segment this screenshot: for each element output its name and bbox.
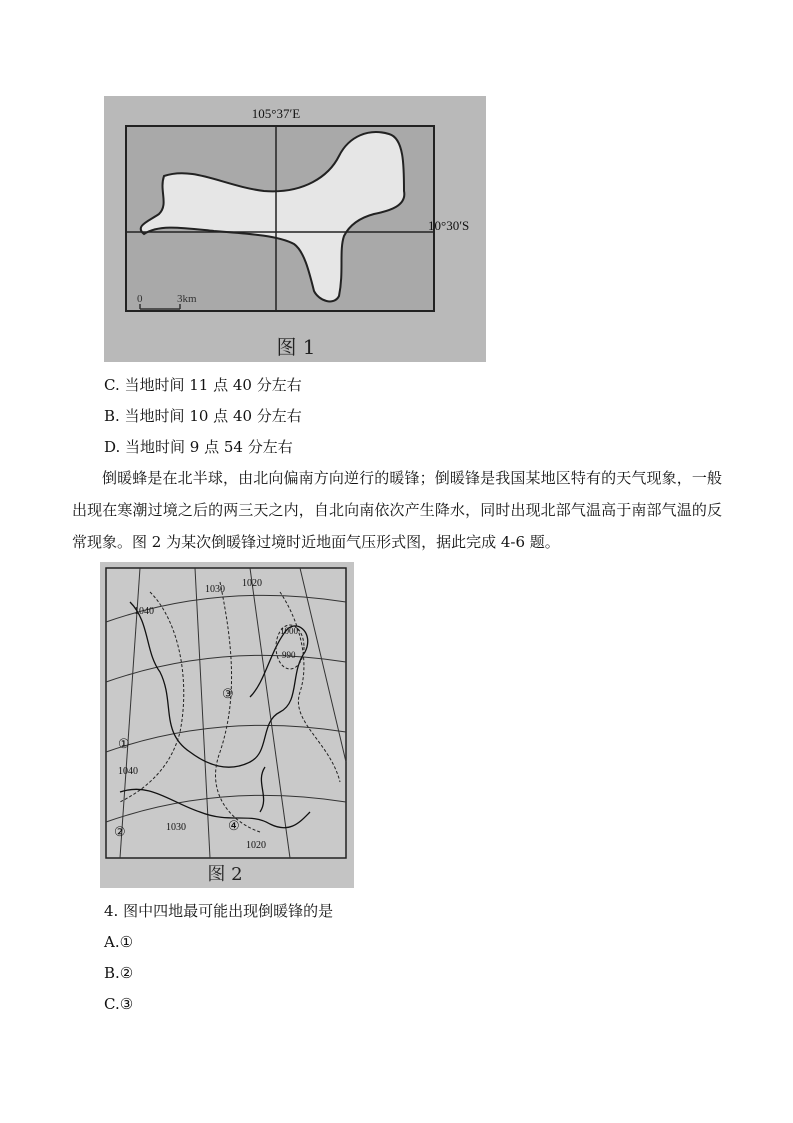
parallel-label: 10°30′S (428, 218, 470, 233)
island-map (104, 96, 486, 362)
isobar-label-1020-top: 1020 (242, 578, 262, 589)
question-4-stem: 4. 图中四地最可能出现倒暖锋的是 (104, 902, 334, 920)
figure-2 (100, 562, 354, 888)
option-d: D. 当地时间 9 点 54 分左右 (104, 438, 293, 456)
meridian-label: 105°37′E (251, 106, 301, 121)
intro-paragraph: 倒暖蜂是在北半球，由北向偏南方向逆行的暖锋；倒暖锋是我国某地区特有的天气现象，一般出现在寒潮过境之后的两三天之内，自北向南依次产生降水，同时出现北部气温高于南部气温的反常现象。图 2 为某次倒暖锋过境时近地面气压形式图，据此完成 4-6 题。 (72, 469, 722, 551)
marker-3: ③ (222, 687, 234, 702)
pressure-map (100, 562, 354, 888)
isobar-label-1040-left: 1040 (118, 766, 138, 777)
option-b-q4: B.② (104, 964, 134, 982)
scale-zero: 0 (137, 293, 143, 305)
figure-2-caption: 图 2 (207, 864, 243, 885)
option-b: B. 当地时间 10 点 40 分左右 (104, 407, 302, 425)
marker-1: ① (118, 737, 130, 752)
figure-1-caption: 图 1 (276, 335, 316, 359)
isobar-label-1040-top: 1040 (134, 606, 154, 617)
isobar-label-990: 990 (282, 650, 296, 660)
option-c: C. 当地时间 11 点 40 分左右 (104, 376, 302, 394)
isobar-label-1020-bottom: 1020 (246, 840, 266, 851)
marker-2: ② (114, 825, 126, 840)
scale-end: 3km (177, 293, 197, 305)
isobar-label-1030-bottom: 1030 (166, 822, 186, 833)
isobar-label-1030-top: 1030 (205, 584, 225, 595)
isobar-label-1000: 1000 (280, 626, 298, 636)
option-a: A.① (104, 933, 134, 951)
figure-1 (104, 96, 486, 362)
marker-4: ④ (228, 819, 240, 834)
option-c-q4: C.③ (104, 995, 134, 1013)
